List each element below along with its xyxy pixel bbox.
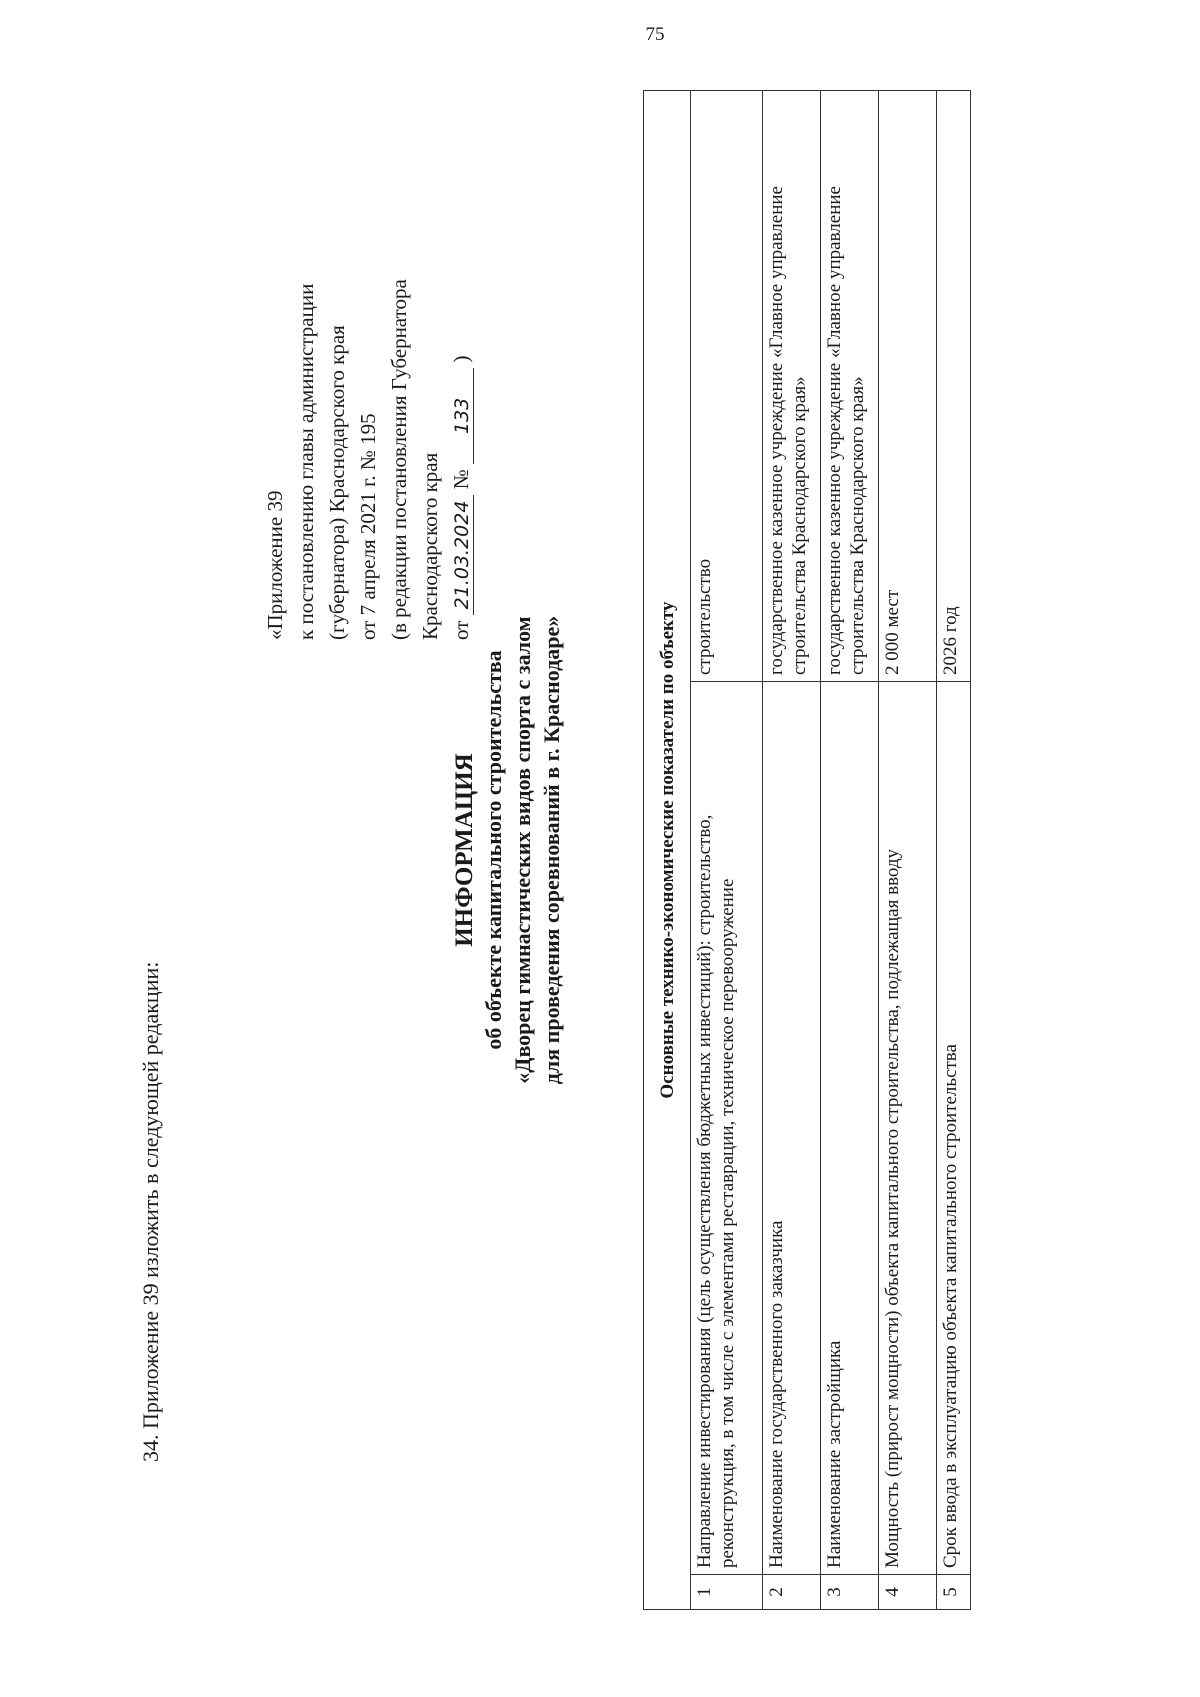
appendix-line: от 7 апреля 2021 г. № 195 (356, 413, 380, 640)
appendix-line: (губернатора) Краснодарского края (325, 325, 349, 640)
table-row (821, 91, 879, 1610)
handwritten-number: 133 (451, 368, 474, 464)
row-value: государственное казенное учреждение «Главное управление строительства Краснодарского края» (821, 91, 879, 682)
row-number: 1 (691, 1575, 763, 1610)
row-value: 2026 год (937, 91, 971, 682)
table-header-row (644, 91, 691, 1610)
appendix-line: Краснодарского края (418, 452, 442, 640)
row-value: 2 000 мест (879, 91, 937, 682)
title-line: об объекте капитального строительства (481, 650, 506, 1050)
appendix-line: к постановлению главы администрации (294, 283, 318, 640)
row-number: 3 (821, 1575, 879, 1610)
row-value: государственное казенное учреждение «Главное управление строительства Краснодарского края» (763, 91, 821, 682)
appendix-line: (в редакции постановления Губернатора (387, 279, 411, 640)
table-row (879, 91, 937, 1610)
rotated-page-content (110, 50, 1200, 1650)
row-label: Срок ввода в эксплуатацию объекта капитального строительства (937, 682, 971, 1575)
row-value: строительство (691, 91, 763, 682)
appendix-line: «Приложение 39 (263, 490, 287, 640)
date-prefix: от (449, 620, 473, 640)
row-label: Наименование застройщика (821, 682, 879, 1575)
row-label: Мощность (прирост мощности) объекта капитального строительства, подлежащая вводу (879, 682, 937, 1575)
table-row (691, 91, 763, 1610)
number-prefix: № (449, 469, 473, 490)
row-number: 2 (763, 1575, 821, 1610)
handwritten-date: 21.03.2024 (451, 495, 474, 616)
table-row (937, 91, 971, 1610)
table-header: Основные технико-экономические показатели по объекту (644, 91, 691, 1610)
row-number: 4 (879, 1575, 937, 1610)
appendix-block (260, 80, 478, 640)
closing-paren: ) (449, 355, 473, 363)
table-row (763, 91, 821, 1610)
title-line: для проведения соревнований в г. Краснодаре» (539, 615, 564, 1085)
indicators-table (643, 90, 971, 1610)
document-title (450, 50, 566, 1650)
row-label: Наименование государственного заказчика (763, 682, 821, 1575)
row-label: Направление инвестирования (цель осуществления бюджетных инвестиций): строительство, реконструкция, в том числе с элементами реставрации, техническое перевооружение (691, 682, 763, 1575)
intro-text: 34. Приложение 39 изложить в следующей редакции: (138, 961, 163, 1462)
page-number: 75 (645, 24, 665, 45)
row-number: 5 (937, 1575, 971, 1610)
title-heading: ИНФОРМАЦИЯ (451, 753, 478, 947)
title-line: «Дворец гимнастических видов спорта с залом (510, 616, 535, 1084)
